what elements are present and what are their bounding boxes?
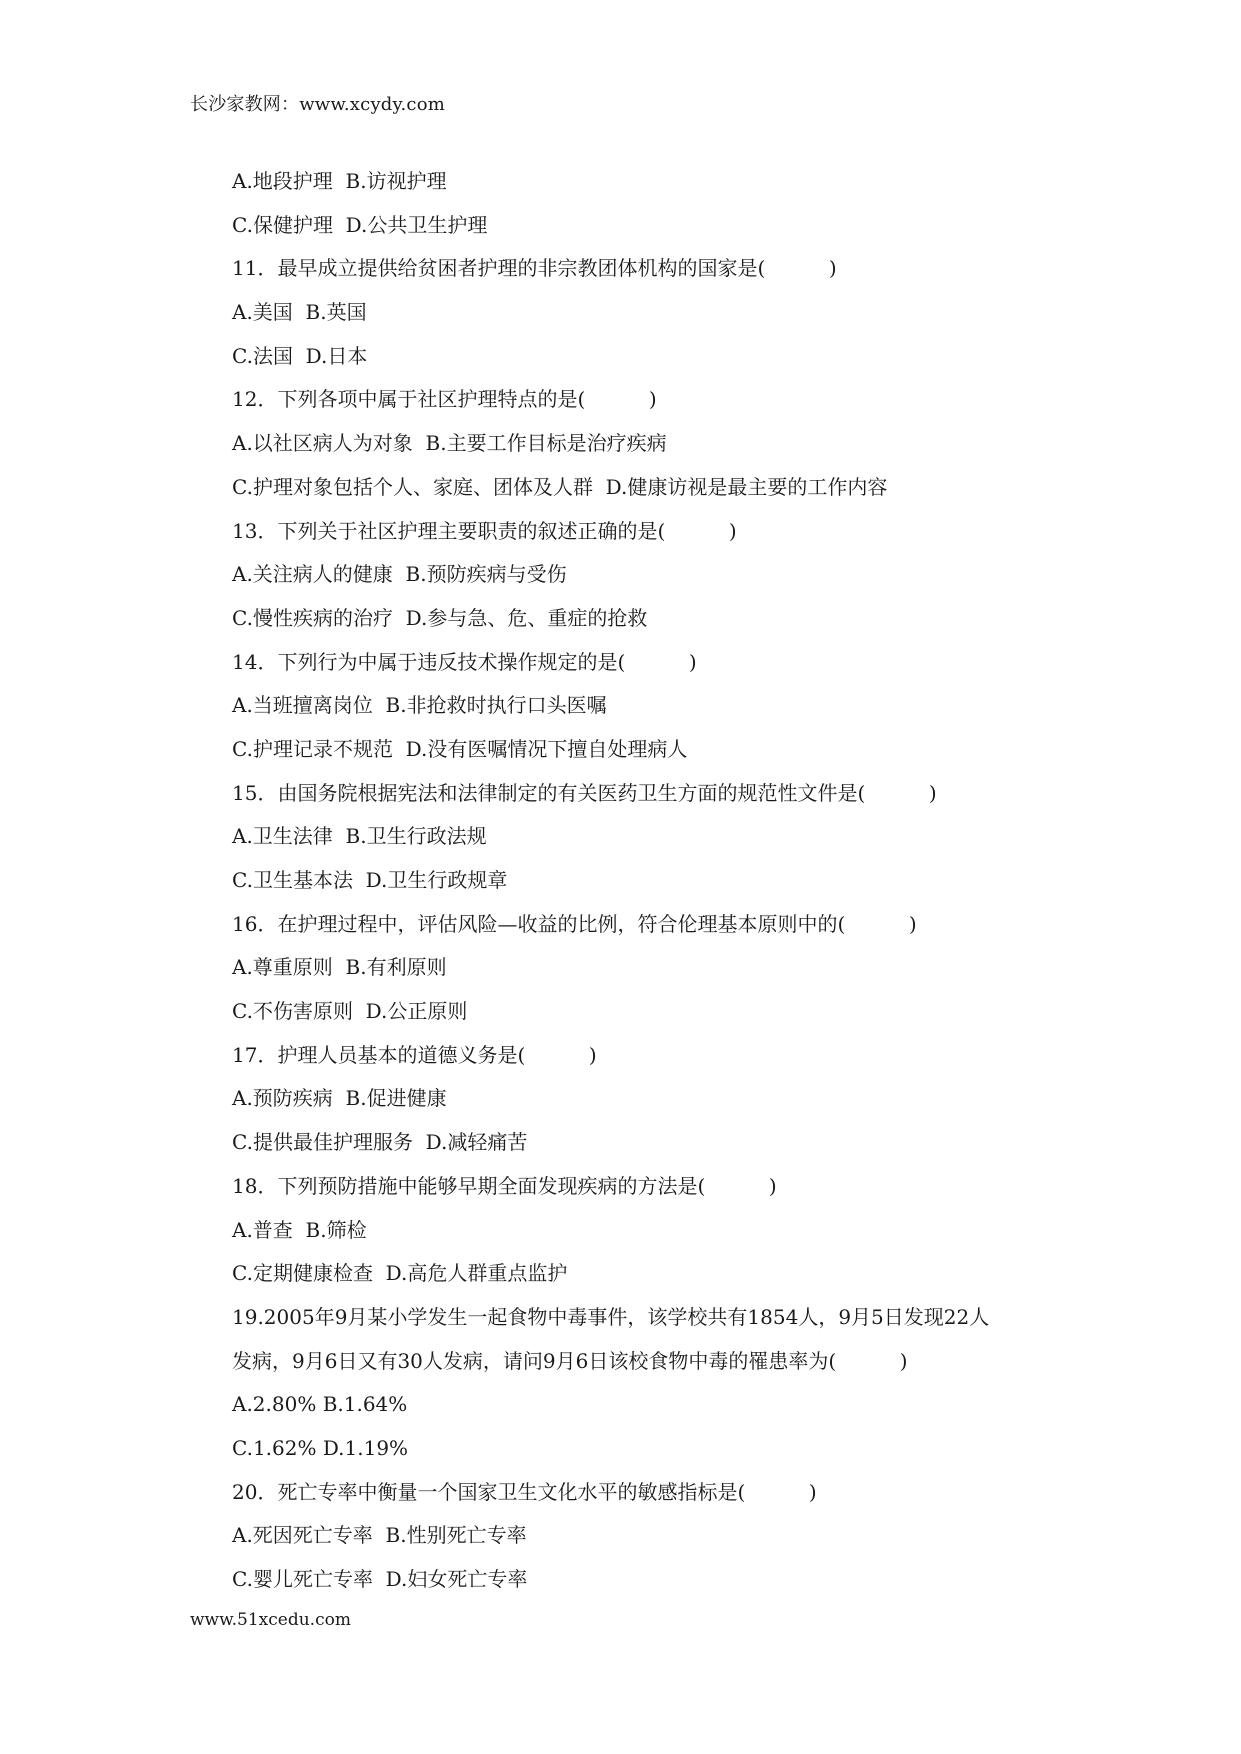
text-line: C.法国 D.日本 <box>232 343 368 368</box>
text-line: C.慢性疾病的治疗 D.参与急、危、重症的抢救 <box>232 605 648 630</box>
text-line: A.卫生法律 B.卫生行政法规 <box>232 824 487 849</box>
page-footer: www.51xcedu.com <box>190 1610 351 1630</box>
text-line: 18．下列预防措施中能够早期全面发现疾病的方法是( ) <box>232 1173 777 1198</box>
text-line: 14．下列行为中属于违反技术操作规定的是( ) <box>232 649 697 674</box>
text-line: A.关注病人的健康 B.预防疾病与受伤 <box>232 562 567 587</box>
text-line: A.以社区病人为对象 B.主要工作目标是治疗疾病 <box>232 431 667 456</box>
text-line: C.不伤害原则 D.公正原则 <box>232 999 468 1024</box>
text-line: A.美国 B.英国 <box>232 300 367 325</box>
text-line: 17．护理人员基本的道德义务是( ) <box>232 1042 597 1067</box>
text-line: A.普查 B.筛检 <box>232 1217 367 1242</box>
text-line: C.护理对象包括个人、家庭、团体及人群 D.健康访视是最主要的工作内容 <box>232 474 888 499</box>
question-list <box>232 160 1052 1602</box>
text-line: 12．下列各项中属于社区护理特点的是( ) <box>232 387 657 412</box>
text-line: C.保健护理 D.公共卫生护理 <box>232 212 488 237</box>
text-line: 20．死亡专率中衡量一个国家卫生文化水平的敏感指标是( ) <box>232 1479 817 1504</box>
text-line: C.定期健康检查 D.高危人群重点监护 <box>232 1261 568 1286</box>
text-line: A.当班擅离岗位 B.非抢救时执行口头医嘱 <box>232 693 607 718</box>
text-line: A.死因死亡专率 B.性别死亡专率 <box>232 1523 527 1548</box>
text-line: A.地段护理 B.访视护理 <box>232 169 447 193</box>
text-line: 19.2005年9月某小学发生一起食物中毒事件，该学校共有1854人，9月5日发现22人 <box>232 1304 990 1329</box>
text-line: 11．最早成立提供给贫困者护理的非宗教团体机构的国家是( ) <box>232 256 837 281</box>
text-line: C.1.62% D.1.19% <box>232 1435 409 1460</box>
text-line: 发病，9月6日又有30人发病，请问9月6日该校食物中毒的罹患率为( ) <box>232 1348 908 1373</box>
text-line: C.婴儿死亡专率 D.妇女死亡专率 <box>232 1567 528 1591</box>
text-line: C.提供最佳护理服务 D.减轻痛苦 <box>232 1130 528 1155</box>
text-line: A.尊重原则 B.有利原则 <box>232 955 447 980</box>
text-line: 13．下列关于社区护理主要职责的叙述正确的是( ) <box>232 518 737 543</box>
text-line: A.预防疾病 B.促进健康 <box>232 1086 447 1111</box>
text-line: C.卫生基本法 D.卫生行政规章 <box>232 868 508 892</box>
text-line: C.护理记录不规范 D.没有医嘱情况下擅自处理病人 <box>232 736 688 761</box>
text-line: 16．在护理过程中，评估风险—收益的比例，符合伦理基本原则中的( ) <box>232 911 917 936</box>
text-line: 15．由国务院根据宪法和法律制定的有关医药卫生方面的规范性文件是( ) <box>232 780 937 805</box>
page-header: 长沙家教网：www.xcydy.com <box>190 94 446 115</box>
text-line: A.2.80% B.1.64% <box>232 1392 408 1417</box>
